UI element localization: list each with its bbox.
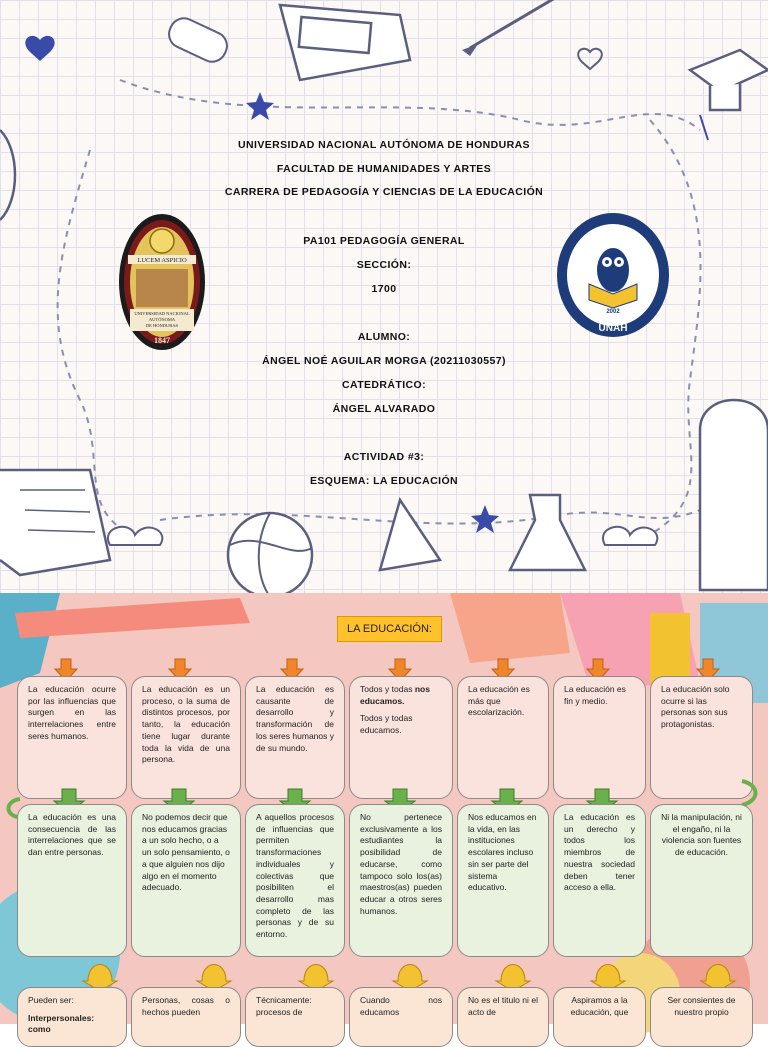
svg-text:UNAH: UNAH	[598, 323, 628, 334]
row2-box-4: No pertenece exclusivamente a los estudiantes la posibilidad de educarse, como tampoco solo los(as) maestros(as) pueden educar a otros seres humanos.	[349, 804, 453, 957]
svg-text:AUTÓNOMA: AUTÓNOMA	[148, 317, 176, 322]
row3-box-5: No es el titulo ni el acto de	[457, 987, 549, 1047]
row3-box-2: Personas, cosas o hechos pueden	[131, 987, 241, 1047]
career-name: CARRERA DE PEDAGOGÍA Y CIENCIAS DE LA EDUCACIÓN	[224, 186, 544, 198]
topic-title: ESQUEMA: LA EDUCACIÓN	[309, 475, 458, 487]
row1-box-3: La educación es causante de desarrollo y transformación de los seres humanos y de su mundo.	[245, 676, 345, 799]
row3-box-6: Aspiramos a la educación, que	[553, 987, 646, 1047]
svg-text:UNIVERSIDAD NACIONAL: UNIVERSIDAD NACIONAL	[134, 311, 190, 316]
student-name: ÁNGEL NOÉ AGUILAR MORGA (20211030557)	[262, 355, 506, 367]
scheme-page	[0, 593, 768, 1035]
row2-box-7: Ni la manipulación, ni el engaño, ni la violencia son fuentes de educación.	[650, 804, 753, 957]
row2-box-6: La educación es un derecho y todos los miembros de nuestra sociedad deben tener acceso a ella.	[553, 804, 646, 957]
svg-text:DE HONDURAS: DE HONDURAS	[145, 323, 179, 328]
row1-box-5: La educación es más que escolarización.	[457, 676, 549, 799]
row3-box-3: Técnicamente: procesos de	[245, 987, 345, 1047]
row1-box-2: La educación es un proceso, o la suma de distintos procesos, por tanto, la educación tiene lugar durante toda la vida de una persona.	[131, 676, 241, 799]
row1-box-6: La educación es fin y medio.	[553, 676, 646, 799]
section-label: SECCIÓN:	[356, 259, 412, 271]
faculty-name: FACULTAD DE HUMANIDADES Y ARTES	[276, 163, 492, 175]
unah-seal-logo	[118, 213, 206, 351]
student-label: ALUMNO:	[357, 331, 411, 343]
svg-text:LUCEM ASPICIO: LUCEM ASPICIO	[137, 257, 187, 264]
row2-box-2: No podemos decir que nos educamos gracias a un solo hecho, o a un solo pensamiento, o a que alguien nos dijo algo en el momento adecuado.	[131, 804, 241, 957]
row2-box-3: A aquellos procesos de influencias que permiten transformaciones individuales y colectivas que posibiliten el desarrollo mas completo de las personas y de su entorno.	[245, 804, 345, 957]
row3-box-4: Cuando nos educamos	[349, 987, 453, 1047]
row1-box-7: La educación solo ocurre si las personas son sus protagonistas.	[650, 676, 753, 799]
row3-box-7: Ser consientes de nuestro propio	[650, 987, 753, 1047]
pedagogia-seal-logo	[556, 212, 671, 338]
row3-box-1: Pueden ser: Interpersonales: como	[17, 987, 127, 1047]
row2-to-row3-arrows	[0, 957, 768, 991]
svg-text:CARRERA DE PEDAGOGÍA Y CIENCIA: CARRERA DE PEDAGOGÍA Y CIENCIAS DE LA EDUCACIÓN	[570, 223, 656, 283]
section-value: 1700	[371, 283, 397, 295]
teacher-name: ÁNGEL ALVARADO	[332, 403, 436, 415]
university-name: UNIVERSIDAD NACIONAL AUTÓNOMA DE HONDURAS	[238, 139, 530, 151]
row1-box-4: Todos y todas nos educamos. Todos y todas educamos.	[349, 676, 453, 799]
scheme-title: LA EDUCACIÓN:	[337, 616, 442, 642]
course-name: PA101 PEDAGOGÍA GENERAL	[303, 235, 465, 247]
activity-label: ACTIVIDAD #3:	[343, 451, 425, 463]
row1-box-1: La educación ocurre por las influencias que surgen en las interrelaciones entre seres humanos.	[17, 676, 127, 799]
row2-box-5: Nos educamos en la vida, en las instituciones escolares incluso sin ser parte del sistema educativo.	[457, 804, 549, 957]
svg-text:1847: 1847	[154, 336, 170, 345]
teacher-label: CATEDRÁTICO:	[342, 379, 426, 391]
row2-box-1: La educación es una consecuencia de las interrelaciones que se dan entre personas.	[17, 804, 127, 957]
svg-text:2002: 2002	[606, 309, 620, 315]
